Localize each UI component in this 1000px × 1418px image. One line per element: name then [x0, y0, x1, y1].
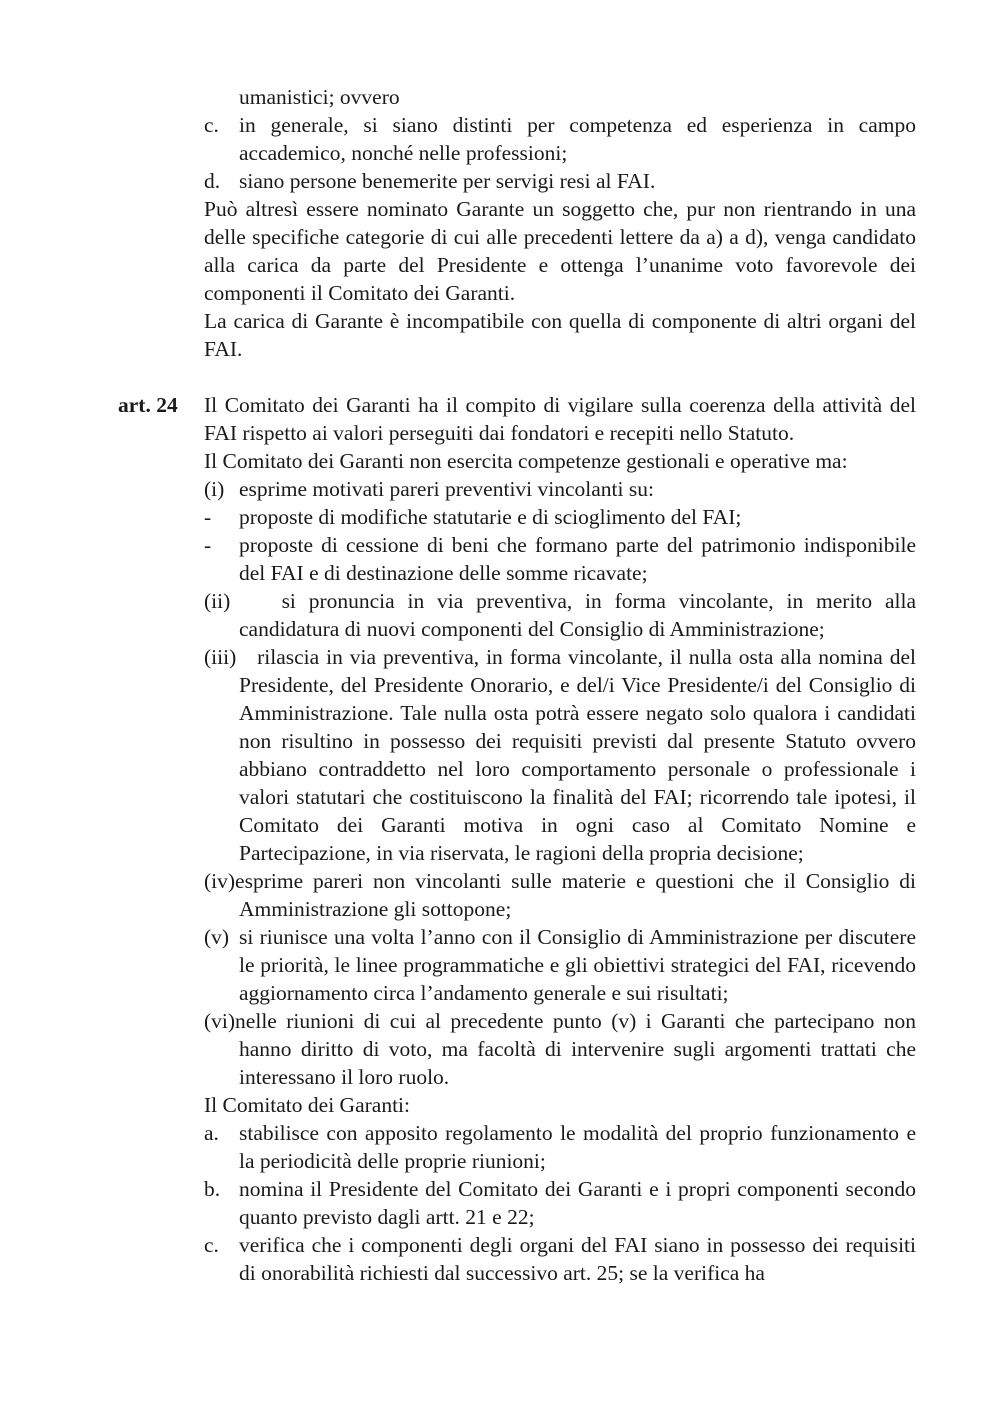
list-item-c2 — [204, 1231, 916, 1287]
article-intro: Il Comitato dei Garanti ha il compito di vigilare sulla coerenza della attività del FAI rispetto ai valori perseguiti dai fondatori e recepiti nello Statuto. — [204, 393, 916, 445]
article-label: art. 24 — [118, 393, 178, 417]
list-item-text: stabilisce con apposito regolamento le modalità del proprio funzionamento e la periodicità delle proprie riunioni; — [239, 1121, 916, 1173]
list-marker: (vi) — [204, 1009, 236, 1033]
list-item-text: si riunisce una volta l’anno con il Consiglio di Amministrazione per discutere le priorità, le linee programmatiche e gli obiettivi strategici del FAI, ricevendo aggiornamento circa l’andamento generale e sui risultati; — [239, 925, 916, 1005]
paragraph: Può altresì essere nominato Garante un soggetto che, pur non rientrando in una delle specifiche categorie di cui alle precedenti lettere da a) a d), venga candidato alla carica da parte del Presidente e ottenga l’unanime voto favorevole dei componenti il Comitato dei Garanti. — [204, 197, 916, 305]
spacer — [204, 363, 916, 391]
list-marker: (i) — [204, 477, 225, 501]
list-item-b — [204, 1175, 916, 1231]
list-marker: (iv) — [204, 869, 236, 893]
paragraph: La carica di Garante è incompatibile con quella di componente di altri organi del FAI. — [204, 309, 916, 361]
list-item-vi — [204, 1007, 916, 1091]
dash-marker: - — [204, 533, 212, 557]
list-item-text: in generale, si siano distinti per competenza ed esperienza in campo accademico, nonché nelle professioni; — [239, 113, 916, 165]
article-intro-2: Il Comitato dei Garanti non esercita competenze gestionali e operative ma: — [204, 449, 848, 473]
list-item-v — [204, 923, 916, 1007]
list-marker: (ii) — [204, 589, 231, 613]
list-item-text: verifica che i componenti degli organi del FAI siano in possesso dei requisiti di onorabilità richiesti dal successivo art. 25; se la verifica ha — [239, 1233, 916, 1285]
dash-item — [204, 531, 916, 587]
list-item-text: si pronuncia in via preventiva, in forma vincolante, in merito alla candidatura di nuovi componenti del Consiglio di Amministrazione; — [239, 589, 917, 641]
list-marker: a. — [204, 1121, 219, 1145]
list-item-d — [204, 167, 916, 195]
list-marker: (iii) — [204, 645, 237, 669]
list-item-text: esprime pareri non vincolanti sulle materie e questioni che il Consiglio di Amministrazione gli sottopone; — [235, 869, 916, 921]
list-item-text: proposte di cessione di beni che formano parte del patrimonio indisponibile del FAI e di destinazione delle somme ricavate; — [239, 533, 916, 585]
list-item-iv — [204, 867, 916, 923]
paragraph: Il Comitato dei Garanti: — [204, 1093, 410, 1117]
list-item-c — [204, 111, 916, 167]
list-item-continuation: umanistici; ovvero — [239, 85, 400, 109]
list-item-ii — [204, 587, 916, 643]
list-item-text: esprime motivati pareri preventivi vincolanti su: — [239, 477, 654, 501]
dash-marker: - — [204, 505, 212, 529]
list-item-text: rilascia in via preventiva, in forma vincolante, il nulla osta alla nomina del Presidente, del Presidente Onorario, e del/i Vice Presidente/i del Consiglio di Amministrazione. Tale nulla osta potrà essere negato solo qualora i candidati non risultino in possesso dei requisiti previsti dal presente Statuto ovvero abbiano contraddetto nel loro comportamento personale o professionale i valori statutari che costituiscono la finalità del FAI; ricorrendo tale ipotesi, il Comitato dei Garanti motiva in ogni caso al Comitato Nomine e Partecipazione, in via riservata, le ragioni della propria decisione; — [239, 645, 917, 865]
list-marker: (v) — [204, 925, 230, 949]
list-marker: b. — [204, 1177, 221, 1201]
document-body — [204, 83, 916, 1287]
list-marker: c. — [204, 113, 219, 137]
dash-item — [204, 503, 916, 531]
list-item-text: nelle riunioni di cui al precedente punto (v) i Garanti che partecipano non hanno diritto di voto, ma facoltà di intervenire sugli argomenti trattati che interessano il loro ruolo. — [235, 1009, 916, 1089]
list-item-text: proposte di modifiche statutarie e di scioglimento del FAI; — [239, 505, 742, 529]
list-marker: c. — [204, 1233, 219, 1257]
list-item-i — [204, 475, 916, 503]
list-marker: d. — [204, 169, 221, 193]
list-item-text: siano persone benemerite per servigi resi al FAI. — [239, 169, 656, 193]
list-item-text: nomina il Presidente del Comitato dei Garanti e i propri componenti secondo quanto previsto dagli artt. 21 e 22; — [239, 1177, 916, 1229]
list-item-iii — [204, 643, 916, 867]
list-item-a — [204, 1119, 916, 1175]
